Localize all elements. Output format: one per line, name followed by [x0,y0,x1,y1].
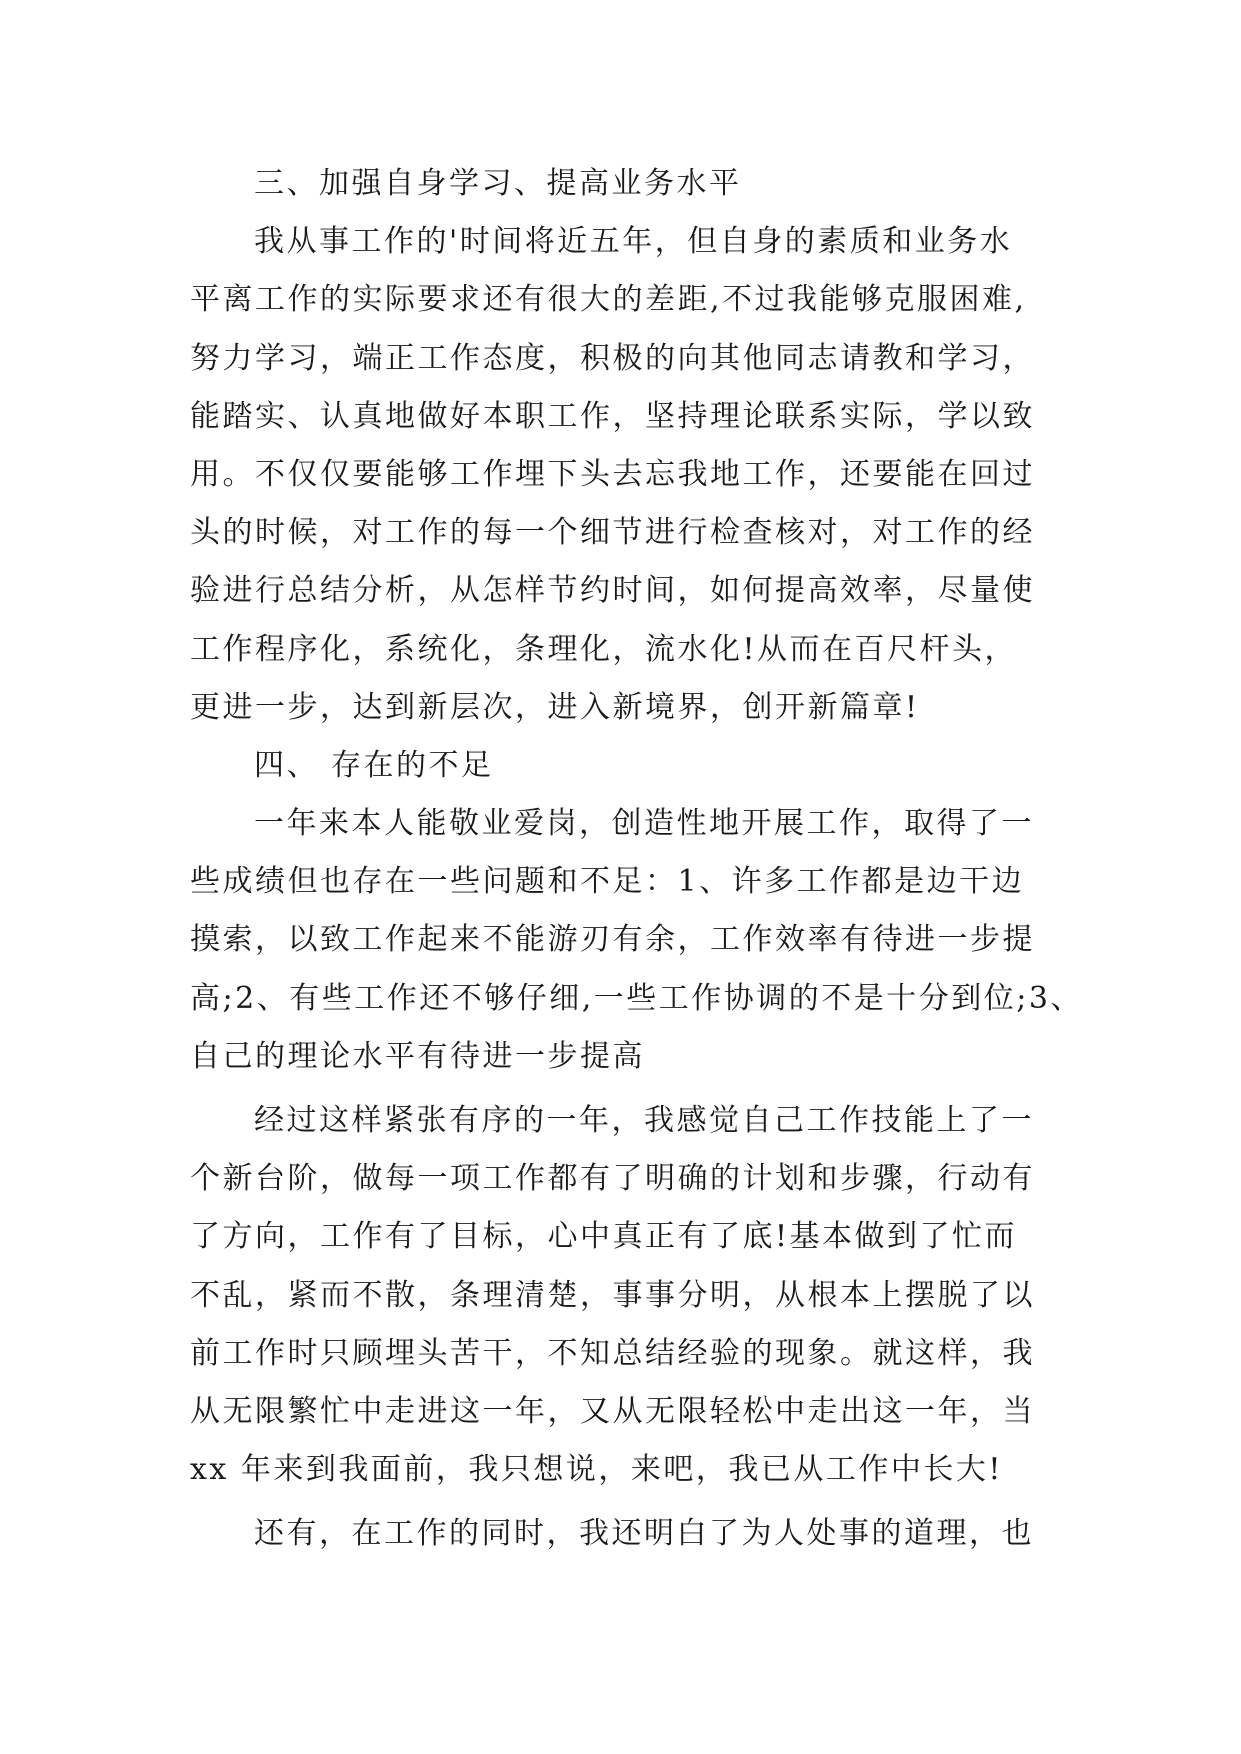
paragraph-line: 前工作时只顾埋头苦干，不知总结经验的现象。就这样，我 [190,1335,1035,1371]
paragraph-line: 工作程序化，系统化，条理化，流水化!从而在百尺杆头， [190,631,1018,667]
document-body [190,155,1090,1564]
paragraph-line: 用。不仅仅要能够工作埋下头去忘我地工作，还要能在回过 [190,456,1035,492]
paragraph-line: 更进一步，达到新层次，进入新境界，创开新篇章! [190,689,920,725]
paragraph-line: 高;2、有些工作还不够仔细,一些工作协调的不是十分到位;3、 [190,980,1083,1016]
paragraph-line: 头的时候，对工作的每一个细节进行检查核对，对工作的经 [190,515,1035,551]
paragraph-line: 验进行总结分析，从怎样节约时间，如何提高效率，尽量使 [190,573,1035,609]
section-heading: 四、 存在的不足 [254,747,494,783]
paragraph-line: 经过这样紧张有序的一年，我感觉自己工作技能上了一 [254,1103,1034,1138]
paragraph-line: 一年来本人能敬业爱岗，创造性地开展工作，取得了一 [254,806,1034,842]
paragraph-line: 摸索，以致工作起来不能游刃有余，工作效率有待进一步提 [190,922,1035,958]
paragraph-line: 些成绩但也存在一些问题和不足：1、许多工作都是边干边 [190,864,1025,900]
paragraph-line: 我从事工作的'时间将近五年，但自身的素质和业务水 [254,224,1013,260]
paragraph-line: 平离工作的实际要求还有很大的差距,不过我能够克服困难, [190,282,1027,318]
paragraph-line: 自己的理论水平有待进一步提高 [190,1038,645,1074]
paragraph-line: xx 年来到我面前，我只想说，来吧，我已从工作中长大! [190,1452,1003,1488]
paragraph-line: 努力学习，端正工作态度，积极的向其他同志请教和学习， [190,340,1035,376]
paragraph-line: 了方向，工作有了目标，心中真正有了底!基本做到了忙而 [190,1219,1018,1255]
paragraph-line: 还有，在工作的同时，我还明白了为人处事的道理，也 [254,1516,1034,1552]
paragraph-line: 能踏实、认真地做好本职工作，坚持理论联系实际，学以致 [190,398,1035,434]
section-heading: 三、加强自身学习、提高业务水平 [254,166,742,201]
paragraph-line: 个新台阶，做每一项工作都有了明确的计划和步骤，行动有 [190,1161,1035,1197]
paragraph-line: 从无限繁忙中走进这一年，又从无限轻松中走出这一年，当 [190,1393,1035,1429]
paragraph-line: 不乱，紧而不散，条理清楚，事事分明，从根本上摆脱了以 [190,1277,1035,1313]
